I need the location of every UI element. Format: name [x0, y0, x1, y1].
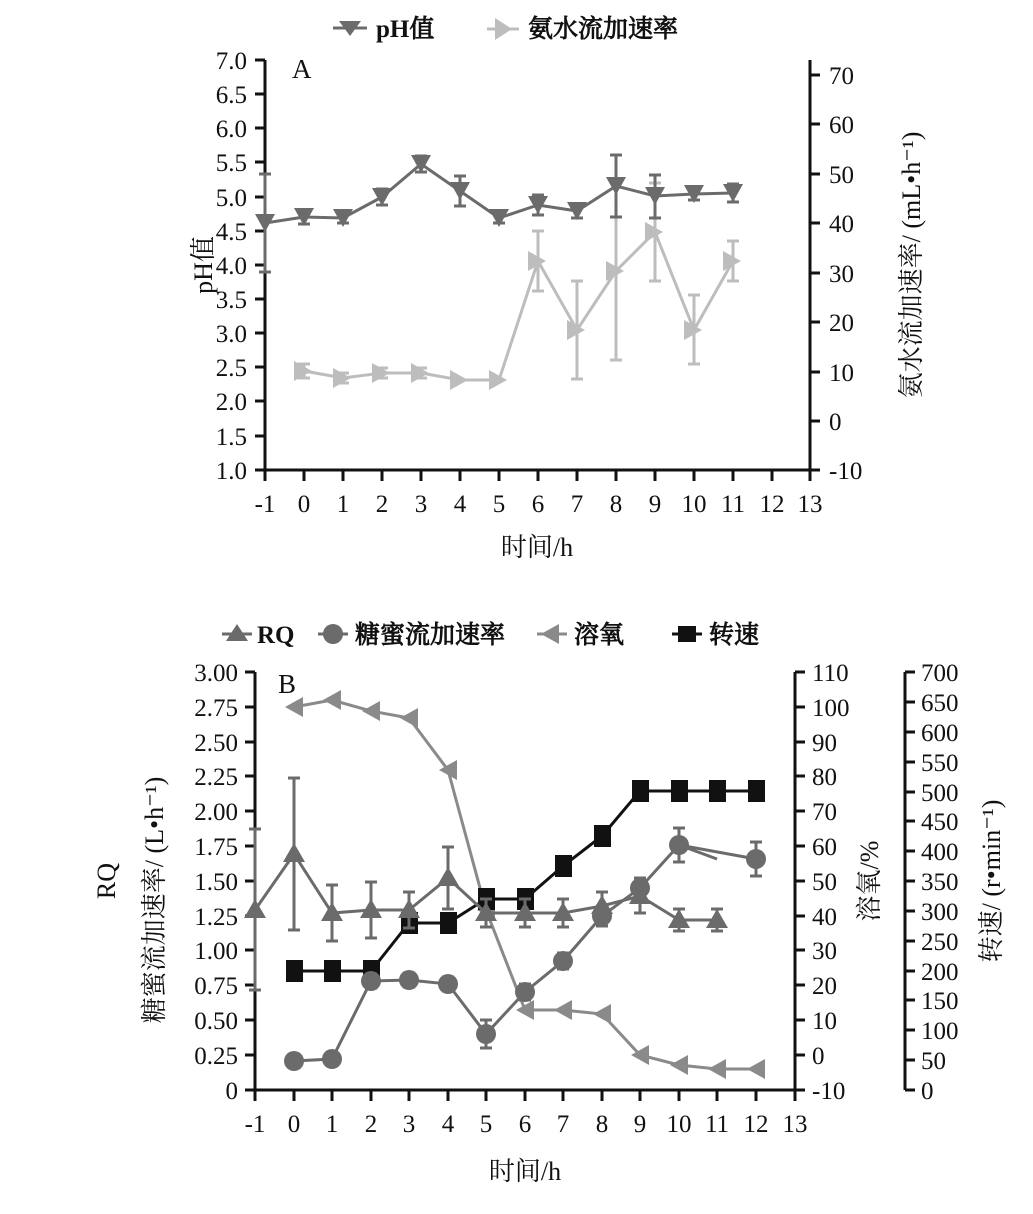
panel-b-xtick: 3: [402, 1111, 416, 1138]
panel-b-y2tick: 0: [812, 1043, 825, 1070]
panel-a-y2tick: 60: [829, 112, 854, 139]
panel-a-y2tick: -10: [829, 458, 863, 485]
panel-b-xtick: 5: [479, 1111, 493, 1138]
panel-b-xtick: 13: [782, 1111, 808, 1138]
panel-b-y3tick: 400: [921, 839, 959, 866]
panel-b-ytick: 2.25: [194, 764, 238, 791]
panel-a-xtick: 2: [375, 491, 389, 518]
panel-b-xtick: 9: [633, 1111, 647, 1138]
legend-marker-rpm-icon: [678, 626, 696, 642]
panel-b-rq-markers: [244, 843, 728, 928]
panel-a-xtick: 9: [648, 491, 662, 518]
panel-b-y3tick: 250: [921, 929, 959, 956]
legend-label-do: 溶氧: [574, 622, 625, 649]
panel-b-ytick: 0: [225, 1078, 238, 1105]
panel-b-ytick: 1.50: [194, 869, 238, 896]
panel-b-series-molasses: [284, 828, 766, 1071]
panel-b-y3tick: 0: [921, 1078, 934, 1105]
panel-b-ytick: 1.75: [194, 834, 238, 861]
panel-a-ph-markers: [255, 155, 743, 232]
panel-a-y2tick: 40: [829, 211, 854, 238]
panel-a-xtick: 12: [759, 491, 785, 518]
panel-a-xtick: 11: [720, 491, 746, 518]
panel-b-left-ticks: [194, 660, 255, 1105]
panel-a-ytick: 7.0: [215, 48, 247, 75]
panel-b-label: B: [278, 669, 297, 699]
legend-marker-molasses-icon: [323, 624, 343, 644]
panel-a-ytick: 5.0: [215, 185, 247, 212]
panel-a-legend: [333, 14, 678, 43]
panel-a-ytick: 6.5: [215, 82, 247, 109]
panel-b-series-rq: [244, 778, 728, 990]
panel-b-svg: [0, 590, 1033, 1214]
panel-b-y3tick: 550: [921, 750, 959, 777]
panel-b-ytick: 0.75: [194, 973, 238, 1000]
panel-b-y3tick: 350: [921, 869, 959, 896]
legend-label-rq: RQ: [257, 622, 295, 649]
panel-b-y2tick: 30: [812, 938, 837, 965]
panel-b-y3tick: 600: [921, 720, 959, 747]
panel-a: [0, 0, 1033, 590]
panel-b-xtick: 7: [556, 1111, 570, 1138]
panel-a-xtick: 4: [453, 491, 467, 518]
legend-label-rpm: 转速: [709, 622, 760, 649]
panel-a-right-ticks: [810, 63, 862, 485]
panel-b-third-ticks: [905, 660, 959, 1105]
panel-a-ytick: 5.5: [215, 150, 247, 177]
panel-a-xtick: 10: [681, 491, 707, 518]
legend-label-ammonia: 氨水流加速率: [528, 16, 679, 43]
panel-b-y2tick: 100: [812, 695, 850, 722]
panel-b-y3tick: 700: [921, 660, 959, 687]
panel-b-y3tick: 50: [921, 1048, 946, 1075]
panel-b-y2tick: 50: [812, 869, 837, 896]
panel-b-legend: [222, 620, 759, 649]
panel-b-ytick: 2.00: [194, 799, 238, 826]
panel-b-y2tick: 110: [812, 660, 849, 687]
panel-b-y3tick: 650: [921, 690, 959, 717]
panel-a-xtick: 1: [336, 491, 350, 518]
panel-b-x-ticks: [245, 1090, 808, 1138]
panel-b-xlabel: 时间/h: [488, 1157, 562, 1186]
panel-b-xtick: 2: [364, 1111, 378, 1138]
panel-b-y3tick: 200: [921, 959, 959, 986]
panel-a-ytick: 3.5: [215, 287, 247, 314]
panel-a-xtick: 5: [492, 491, 506, 518]
panel-b-ytick: 0.50: [194, 1008, 238, 1035]
panel-b-ytick: 2.75: [194, 695, 238, 722]
panel-a-xtick: 7: [570, 491, 584, 518]
panel-b-molasses-markers: [284, 835, 766, 1071]
panel-b-xtick: 8: [595, 1111, 609, 1138]
panel-a-x-ticks: [255, 470, 823, 518]
panel-b-xtick: 12: [743, 1111, 769, 1138]
panel-a-svg: [0, 0, 1033, 590]
panel-b-y2tick: 20: [812, 973, 837, 1000]
panel-b-y3tick: 450: [921, 809, 959, 836]
panel-b-rpm-markers: [286, 780, 765, 982]
panel-a-xtick: 8: [609, 491, 623, 518]
panel-b-y2tick: -10: [812, 1078, 846, 1105]
panel-b-y2tick: 90: [812, 730, 837, 757]
panel-b-y2tick: 10: [812, 1008, 837, 1035]
panel-a-ytick: 3.0: [215, 321, 247, 348]
panel-b-xtick: 0: [287, 1111, 301, 1138]
panel-a-y2tick: 20: [829, 310, 854, 337]
panel-b: [0, 590, 1033, 1214]
panel-b-series-rpm: [286, 780, 765, 982]
panel-b-xtick: -1: [244, 1111, 266, 1138]
panel-a-ytick: 4.5: [215, 219, 247, 246]
panel-a-ammonia-markers: [294, 222, 741, 390]
panel-a-xtick: 13: [797, 491, 823, 518]
panel-b-xtick: 1: [325, 1111, 339, 1138]
panel-a-left-ticks: [216, 48, 265, 485]
panel-b-y3tick: 100: [921, 1018, 959, 1045]
panel-b-ytick: 2.50: [194, 730, 238, 757]
panel-a-y2tick: 30: [829, 261, 854, 288]
panel-a-ytick: 2.5: [215, 355, 247, 382]
panel-a-ytick: 4.0: [215, 253, 247, 280]
panel-b-ylabel2: 糖蜜流加速率/ (L•h⁻¹): [140, 776, 169, 1024]
panel-b-ylabel: RQ: [92, 862, 121, 900]
panel-b-xtick: 4: [441, 1111, 455, 1138]
panel-a-y2tick: 50: [829, 162, 854, 189]
panel-a-ytick: 6.0: [215, 116, 247, 143]
panel-b-y2tick: 70: [812, 799, 837, 826]
panel-a-y2tick: 10: [829, 360, 854, 387]
panel-b-ytick: 1.00: [194, 938, 238, 965]
panel-a-ytick: 1.0: [215, 458, 247, 485]
legend-label-ph: pH值: [376, 16, 435, 43]
panel-a-y2tick: 70: [829, 63, 854, 90]
panel-b-y2label: 溶氧/%: [855, 840, 884, 922]
legend-marker-do-icon: [541, 624, 559, 644]
panel-b-y3tick: 500: [921, 780, 959, 807]
panel-b-ytick: 3.00: [194, 660, 238, 687]
panel-b-xtick: 11: [704, 1111, 730, 1138]
panel-a-y2label: 氨水流加速率/ (mL•h⁻¹): [897, 131, 926, 399]
panel-a-series-ph: [255, 155, 743, 272]
panel-b-y2tick: 80: [812, 764, 837, 791]
panel-b-y3tick: 150: [921, 988, 959, 1015]
panel-b-ytick: 0.25: [194, 1043, 238, 1070]
panel-a-xtick: -1: [254, 491, 276, 518]
panel-a-ytick: 2.0: [215, 389, 247, 416]
panel-a-ytick: 1.5: [215, 424, 247, 451]
panel-b-right-ticks: [795, 660, 850, 1105]
panel-a-ylabel: pH值: [189, 236, 218, 294]
panel-b-y3tick: 300: [921, 899, 959, 926]
panel-b-do-markers: [285, 690, 765, 1079]
panel-b-y3label: 转速/ (r•min⁻¹): [977, 799, 1006, 963]
panel-a-xlabel: 时间/h: [500, 533, 574, 562]
panel-b-xtick: 6: [518, 1111, 532, 1138]
panel-b-y2tick: 40: [812, 904, 837, 931]
panel-a-xtick: 3: [414, 491, 428, 518]
panel-a-xtick: 6: [531, 491, 545, 518]
panel-a-label: A: [292, 54, 312, 84]
legend-label-molasses: 糖蜜流加速率: [355, 622, 506, 649]
panel-a-xtick: 0: [297, 491, 311, 518]
panel-b-xtick: 10: [666, 1111, 692, 1138]
panel-a-y2tick: 0: [829, 409, 842, 436]
panel-b-series-do: [285, 690, 765, 1079]
panel-b-y2tick: 60: [812, 834, 837, 861]
panel-b-ytick: 1.25: [194, 904, 238, 931]
